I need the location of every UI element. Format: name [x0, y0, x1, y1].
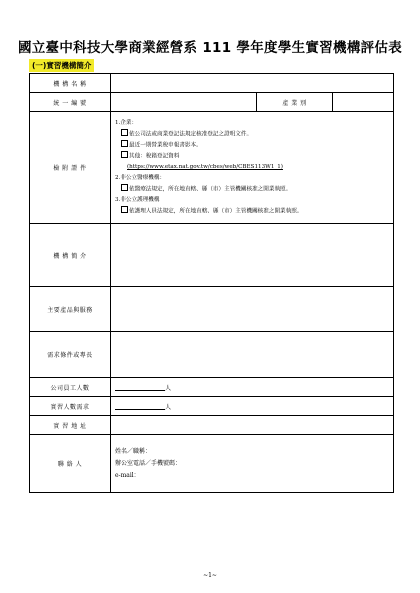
employees-blank[interactable]	[115, 383, 165, 391]
row-attachments	[30, 112, 394, 224]
attachment-option-1b: 最近一期營業稅申報書影本。	[115, 140, 393, 151]
checkbox-icon[interactable]	[121, 151, 128, 158]
field-address[interactable]	[111, 416, 394, 435]
field-products[interactable]	[111, 287, 394, 332]
row-products	[30, 287, 394, 332]
attachment-option-2a: 依醫療法規定，所在地直轄、縣（市）主管機關核准之開業執照。	[115, 184, 393, 195]
label-employees: 公司員工人數	[30, 378, 111, 397]
attachments-list	[111, 112, 394, 224]
label-intro: 機 構 簡 介	[30, 224, 111, 287]
row-intern-count	[30, 397, 394, 416]
attachment-item-2: 2.非公立醫療機構：	[115, 175, 166, 181]
label-org-name: 機 構 名 稱	[30, 74, 111, 93]
field-intern-count[interactable]	[111, 397, 394, 416]
document-title: 國立臺中科技大學商業經營系 111 學年度學生實習機構評估表	[17, 40, 403, 56]
checkbox-icon[interactable]	[121, 184, 128, 191]
attachment-option-1c: 其他：稅籍登記資料	[115, 151, 393, 162]
contact-name-title[interactable]: 姓名／職稱：	[115, 447, 152, 455]
attachment-option-1a: 依公司法或商業登記法規定核准登記之證明文件。	[115, 129, 393, 140]
page-number: ~1~	[203, 572, 217, 579]
attachment-item-3: 3.非公立護理機構	[115, 197, 160, 203]
checkbox-icon[interactable]	[121, 206, 128, 213]
etax-link[interactable]: (https://www.etax.nat.gov.tw/cbes/web/CBES113W1_1)	[127, 164, 283, 170]
row-address	[30, 416, 394, 435]
label-attachments: 檢 附 證 件	[30, 112, 111, 224]
row-employees	[30, 378, 394, 397]
checkbox-icon[interactable]	[121, 129, 128, 136]
row-org-name	[30, 74, 394, 93]
field-org-name[interactable]	[111, 74, 394, 93]
label-contact: 聯 絡 人	[30, 435, 111, 493]
section-heading: (一)實習機構簡介	[29, 59, 94, 72]
unit-label: 人	[165, 403, 172, 411]
checkbox-icon[interactable]	[121, 140, 128, 147]
label-address: 實 習 地 址	[30, 416, 111, 435]
row-tax-id	[30, 93, 394, 112]
row-intro	[30, 224, 394, 287]
intern-count-blank[interactable]	[115, 402, 165, 410]
field-industry[interactable]	[333, 93, 394, 112]
label-products: 主要產品與服務	[30, 287, 111, 332]
field-intro[interactable]	[111, 224, 394, 287]
unit-label: 人	[165, 384, 172, 392]
contact-email[interactable]: e-mail：	[115, 471, 140, 479]
row-contact	[30, 435, 394, 493]
field-employees[interactable]	[111, 378, 394, 397]
field-tax-id[interactable]	[111, 93, 257, 112]
field-contact	[111, 435, 394, 493]
contact-phone[interactable]: 辦公室電話／手機號碼：	[115, 459, 182, 467]
attachment-option-3a: 依護理人員法規定，所在地直轄、縣（市）主管機關核准之開業執照。	[115, 206, 393, 217]
label-intern-count: 實習人數需求	[30, 397, 111, 416]
label-requirements: 需求條件或專長	[30, 332, 111, 378]
label-industry: 產 業 別	[257, 93, 333, 112]
evaluation-form-table	[29, 73, 394, 493]
attachment-item-1: 1.企業：	[115, 120, 138, 126]
label-tax-id: 統 一 編 號	[30, 93, 111, 112]
row-requirements	[30, 332, 394, 378]
field-requirements[interactable]	[111, 332, 394, 378]
